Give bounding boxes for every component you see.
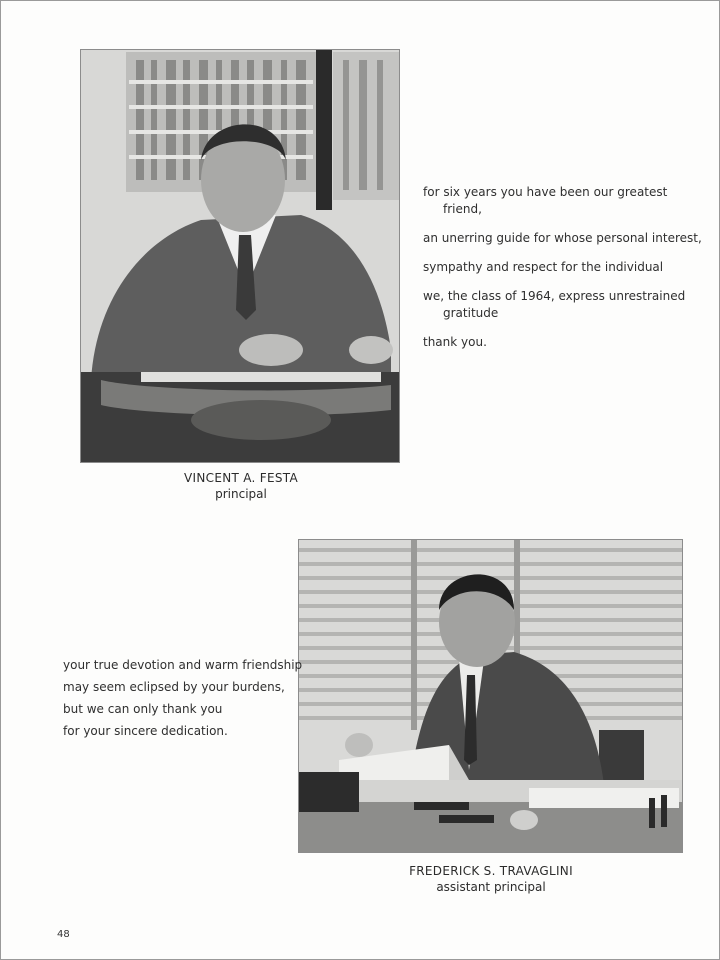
verse-line: friend, bbox=[443, 202, 482, 216]
assistant-principal-photo bbox=[298, 539, 683, 853]
verse-line: your true devotion and warm friendship bbox=[63, 658, 303, 672]
verse-line: we, the class of 1964, express unrestrained bbox=[423, 289, 686, 303]
verse-line: for six years you have been our greatest bbox=[423, 185, 668, 199]
verse-line: sympathy and respect for the individual bbox=[423, 260, 664, 274]
principal-title: principal bbox=[215, 487, 267, 501]
principal-photo bbox=[80, 49, 400, 463]
page-number: 48 bbox=[57, 929, 70, 940]
verse-line: but we can only thank you bbox=[63, 702, 223, 716]
verse-line: may seem eclipsed by your burdens, bbox=[63, 680, 285, 694]
principal-caption bbox=[141, 470, 341, 502]
verse-line: thank you. bbox=[423, 335, 487, 349]
verse-line: gratitude bbox=[443, 306, 499, 320]
assistant-principal-name: FREDERICK S. TRAVAGLINI bbox=[409, 864, 573, 878]
principal-verse bbox=[423, 184, 713, 351]
verse-line: an unerring guide for whose personal interest, bbox=[423, 231, 702, 245]
principal-name: VINCENT A. FESTA bbox=[184, 471, 298, 485]
assistant-principal-verse bbox=[63, 654, 303, 742]
assistant-principal-title: assistant principal bbox=[436, 880, 546, 894]
verse-line: for your sincere dedication. bbox=[63, 724, 228, 738]
assistant-principal-caption bbox=[381, 863, 601, 895]
